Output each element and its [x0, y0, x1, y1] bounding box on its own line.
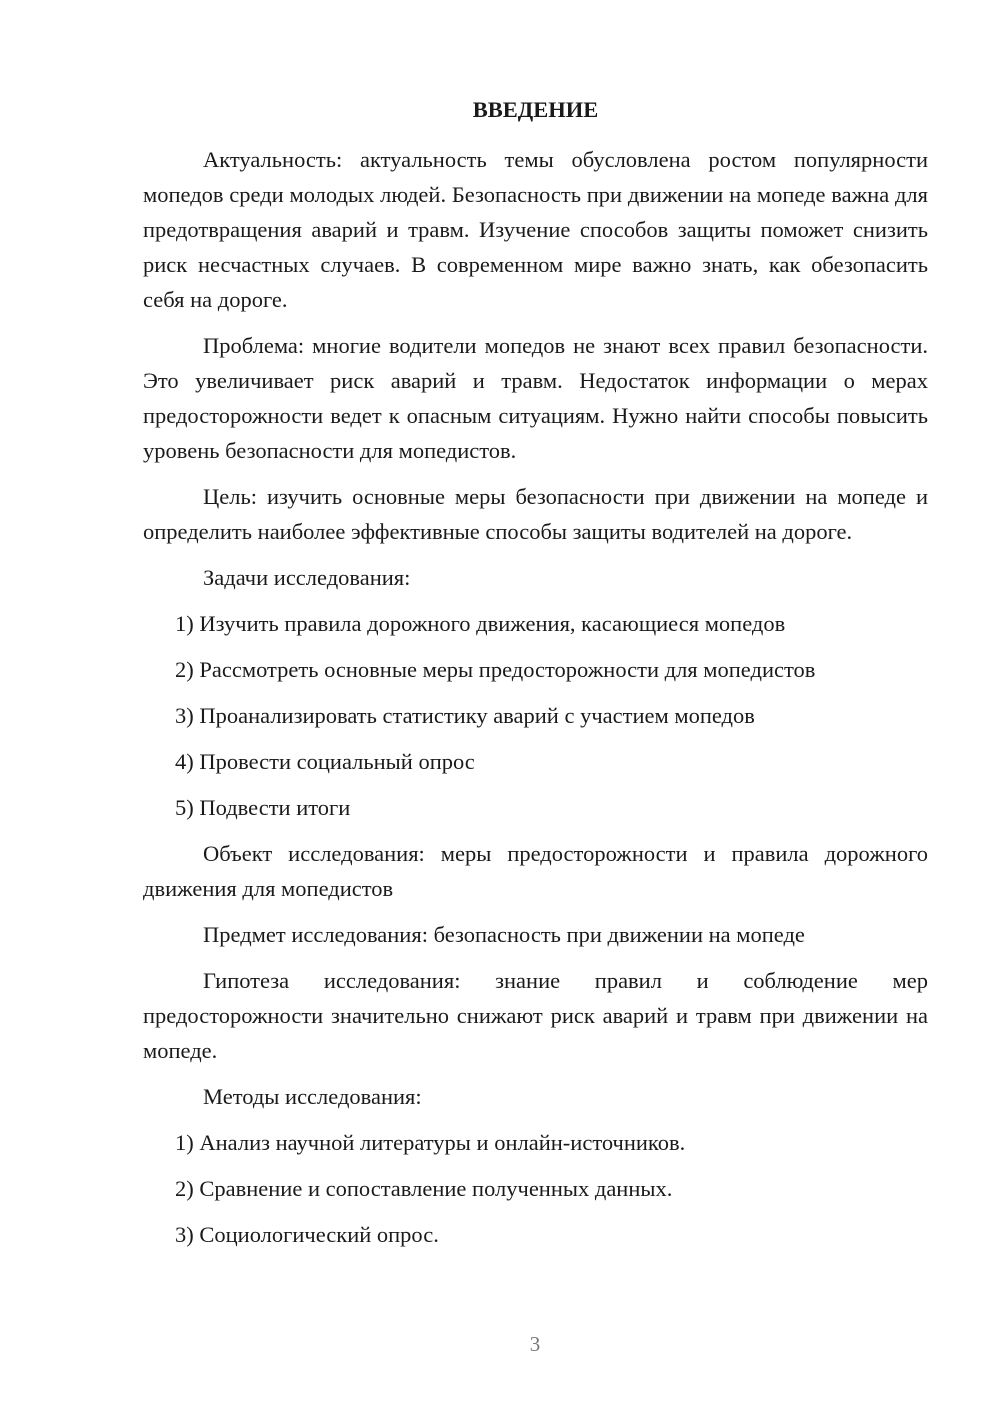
method-item: 2) Сравнение и сопоставление полученных данных. — [175, 1176, 673, 1201]
task-item: 5) Подвести итоги — [175, 795, 351, 820]
document-page — [143, 92, 928, 1263]
relevance-paragraph: Актуальность: актуальность темы обусловлена ростом популярности мопедов среди молодых людей. Безопасность при движении на мопеде важна для предотвращения аварий и травм. Изучение способов защиты поможет снизить риск несчастных случаев. В современном мире важно знать, как обезопасить себя на дороге. — [143, 147, 928, 312]
task-item: 3) Проанализировать статистику аварий с участием мопедов — [175, 703, 755, 728]
method-item: 1) Анализ научной литературы и онлайн-источников. — [175, 1130, 686, 1155]
problem-paragraph: Проблема: многие водители мопедов не знают всех правил безопасности. Это увеличивает риск аварий и травм. Недостаток информации о мерах предосторожности ведет к опасным ситуациям. Нужно найти способы повысить уровень безопасности для мопедистов. — [143, 333, 928, 463]
methods-heading: Методы исследования: — [203, 1084, 422, 1109]
object-paragraph: Объект исследования: меры предосторожности и правила дорожного движения для мопедистов — [143, 841, 928, 901]
subject-paragraph: Предмет исследования: безопасность при движении на мопеде — [203, 922, 805, 947]
goal-paragraph: Цель: изучить основные меры безопасности при движении на мопеде и определить наиболее эффективные способы защиты водителей на дороге. — [143, 484, 928, 544]
task-item: 2) Рассмотреть основные меры предосторожности для мопедистов — [175, 657, 816, 682]
task-item: 4) Провести социальный опрос — [175, 749, 475, 774]
hypothesis-paragraph: Гипотеза исследования: знание правил и соблюдение мер предосторожности значительно снижают риск аварий и травм при движении на мопеде. — [143, 968, 928, 1063]
page-number: 3 — [529, 1332, 541, 1356]
tasks-heading: Задачи исследования: — [203, 565, 411, 590]
section-title: ВВЕДЕНИЕ — [472, 97, 599, 122]
method-item: 3) Социологический опрос. — [175, 1222, 439, 1247]
task-item: 1) Изучить правила дорожного движения, касающиеся мопедов — [175, 611, 786, 636]
